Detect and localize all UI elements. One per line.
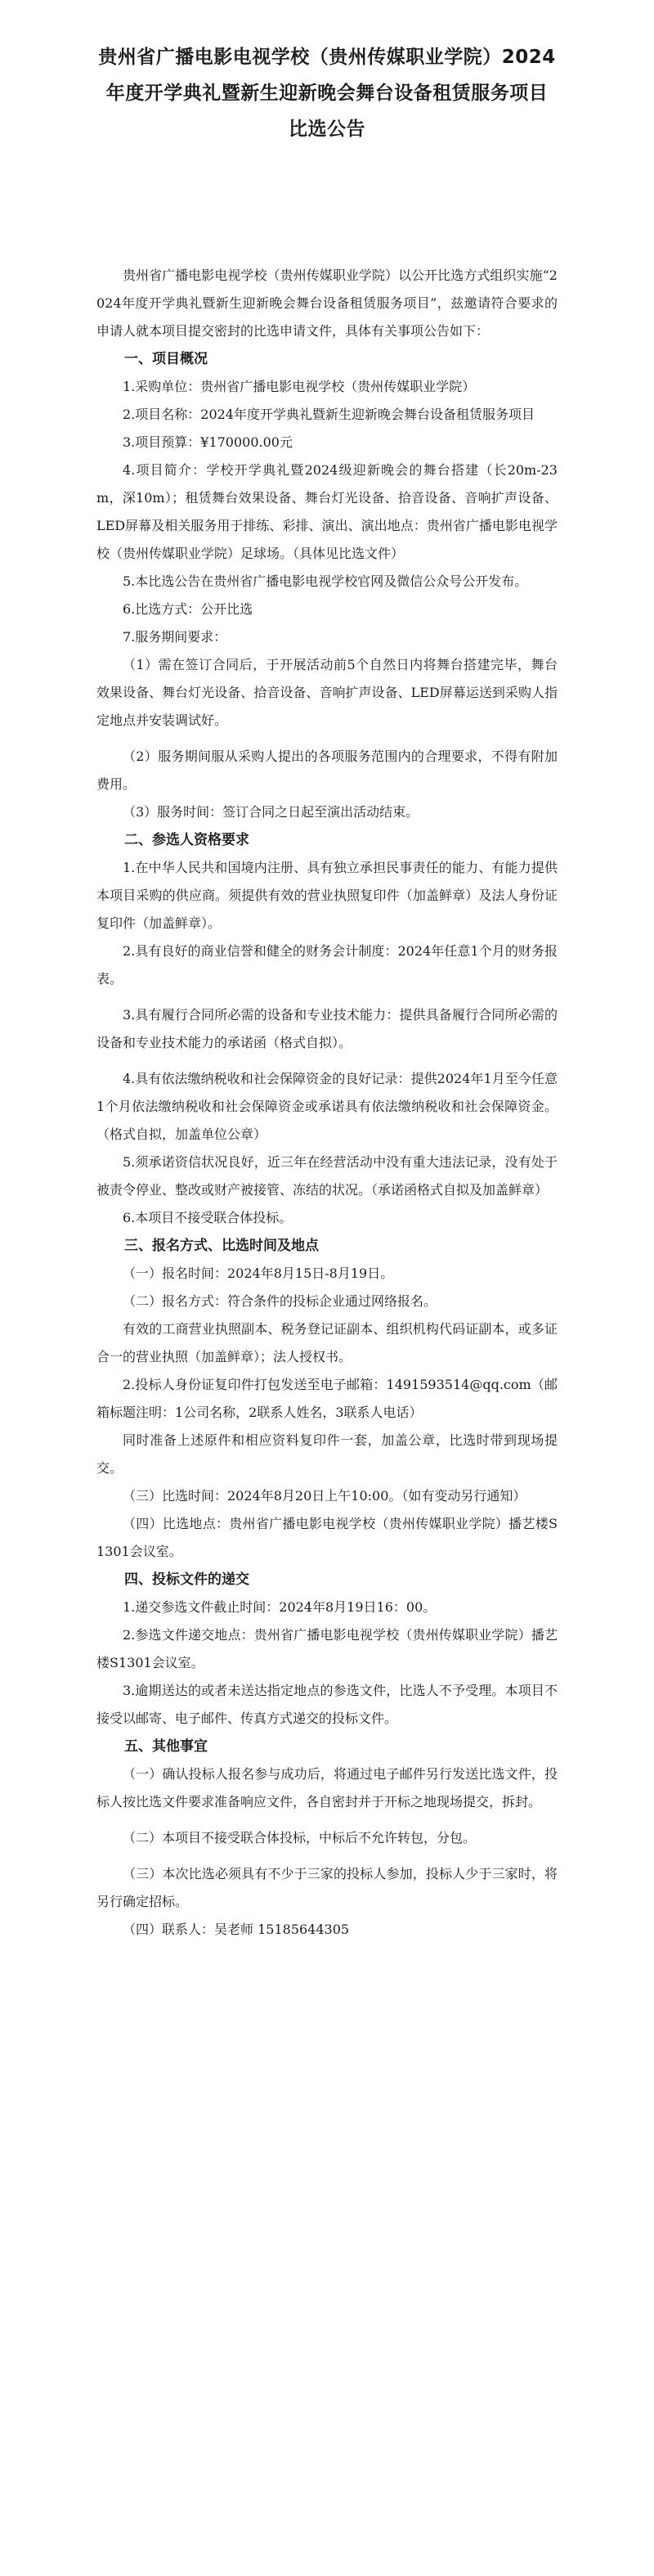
body-paragraph: （二）本项目不接受联合体投标，中标后不允许转包，分包。 [123, 1830, 477, 1845]
body-paragraph: 贵州省广播电影电视学校（贵州传媒职业学院）以公开比选方式组织实施“2024年度开学典礼暨新生迎新晚会舞台设备租赁服务项目”，兹邀请符合要求的申请人就本项目提交密封的比选申请文件，具体有关事项公告如下： [96, 267, 558, 339]
body-paragraph: 有效的工商营业执照副本、税务登记证副本、组织机构代码证副本，或多证合一的营业执照（加盖鲜章）；法人授权书。 [96, 1321, 558, 1364]
section-heading: 四、投标文件的递交 [124, 1571, 249, 1588]
body-paragraph: 2.项目名称：2024年度开学典礼暨新生迎新晚会舞台设备租赁服务项目 [123, 407, 535, 422]
body-paragraph: 3.逾期送达的或者未送达指定地点的参选文件，比选人不予受理。本项目不接受以邮寄、电子邮件、传真方式递交的投标文件。 [96, 1683, 558, 1726]
body-paragraph: 2.参选文件递交地点：贵州省广播电影电视学校（贵州传媒职业学院）播艺楼S1301会议室。 [96, 1627, 558, 1670]
title-line-1: 贵州省广播电影电视学校（贵州传媒职业学院）2024 [98, 47, 556, 68]
document-title [96, 39, 558, 147]
body-paragraph: 5.须承诺资信状况良好，近三年在经营活动中没有重大违法记录，没有处于被责令停业、整改或财产被接管、冻结的状况。（承诺函格式自拟及加盖鲜章） [96, 1154, 558, 1198]
body-paragraph: 5.本比选公告在贵州省广播电影电视学校官网及微信公众号公开发布。 [123, 573, 528, 589]
body-paragraph: （一）报名时间：2024年8月15日-8月19日。 [123, 1266, 394, 1281]
body-paragraph: （三）比选时间：2024年8月20日上午10:00。（如有变动另行通知） [123, 1488, 526, 1504]
body-paragraph: 2.投标人身份证复印件打包发送至电子邮箱：1491593514@qq.com（邮箱标题注明：1公司名称，2联系人姓名，3联系人电话） [96, 1377, 558, 1420]
body-paragraph: 6.比选方式：公开比选 [123, 601, 253, 617]
body-paragraph: （四）联系人：吴老师 15185644305 [123, 1922, 350, 1937]
body-paragraph: 6.本项目不接受联合体投标。 [123, 1210, 293, 1225]
section-heading: 五、其他事宜 [124, 1738, 208, 1755]
body-paragraph: 1.在中华人民共和国境内注册、具有独立承担民事责任的能力、有能力提供本项目采购的供应商。须提供有效的营业执照复印件（加盖鲜章）及法人身份证复印件（加盖鲜章）。 [96, 860, 558, 931]
title-line-2: 年度开学典礼暨新生迎新晚会舞台设备租赁服务项目 [105, 83, 549, 104]
section-heading: 三、报名方式、比选时间及地点 [124, 1238, 319, 1254]
document-body [96, 262, 558, 1944]
body-paragraph: （2）服务期间服从采购人提出的各项服务范围内的合理要求，不得有附加费用。 [96, 749, 558, 792]
section-heading: 二、参选人资格要求 [124, 832, 249, 848]
body-paragraph: （3）服务时间：签订合同之日起至演出活动结束。 [123, 804, 419, 820]
body-paragraph: （一）确认投标人报名参与成功后，将通过电子邮件另行发送比选文件，投标人按比选文件要求准备响应文件，各自密封并于开标之地现场提交，拆封。 [96, 1766, 558, 1809]
body-paragraph: 3.具有履行合同所必需的设备和专业技术能力：提供具备履行合同所必需的设备和专业技术能力的承诺函（格式自拟）。 [96, 1007, 558, 1050]
body-paragraph: 1.递交参选文件截止时间：2024年8月19日16：00。 [123, 1599, 437, 1615]
title-line-3: 比选公告 [289, 119, 365, 140]
body-paragraph: 2.具有良好的商业信誉和健全的财务会计制度：2024年任意1个月的财务报表。 [96, 943, 558, 987]
body-paragraph: （四）比选地点：贵州省广播电影电视学校（贵州传媒职业学院）播艺楼S1301会议室。 [96, 1516, 558, 1559]
body-paragraph: 4.项目简介：学校开学典礼暨2024级迎新晚会的舞台搭建（长20m-23m，深10m）；租赁舞台效果设备、舞台灯光设备、拾音设备、音响扩声设备、LED屏幕及相关服务用于排练、彩排、演出、演出地点：贵州省广播电影电视学校（贵州传媒职业学院）足球场。（具体见比选文件） [96, 462, 558, 561]
body-paragraph: （二）报名方式：符合条件的投标企业通过网络报名。 [123, 1293, 437, 1309]
body-paragraph: 4.具有依法缴纳税收和社会保障资金的良好记录：提供2024年1月至今任意1个月依法缴纳税收和社会保障资金或承诺具有依法缴纳税收和社会保障资金。（格式自拟，加盖单位公章） [96, 1071, 558, 1142]
body-paragraph: 同时准备上述原件和相应资料复印件一套，加盖公章，比选时带到现场提交。 [96, 1432, 558, 1476]
section-heading: 一、项目概况 [124, 351, 208, 367]
body-paragraph: 3.项目预算：¥170000.00元 [123, 434, 293, 450]
body-paragraph: （1）需在签订合同后，于开展活动前5个自然日内将舞台搭建完毕，舞台效果设备、舞台灯光设备、拾音设备、音响扩声设备、LED屏幕运送到采购人指定地点并安装调试好。 [96, 657, 558, 728]
body-paragraph: 1.采购单位：贵州省广播电影电视学校（贵州传媒职业学院） [123, 379, 476, 394]
body-paragraph: 7.服务期间要求： [123, 629, 227, 645]
body-paragraph: （三）本次比选必须具有不少于三家的投标人参加，投标人少于三家时，将另行确定招标。 [96, 1866, 558, 1909]
